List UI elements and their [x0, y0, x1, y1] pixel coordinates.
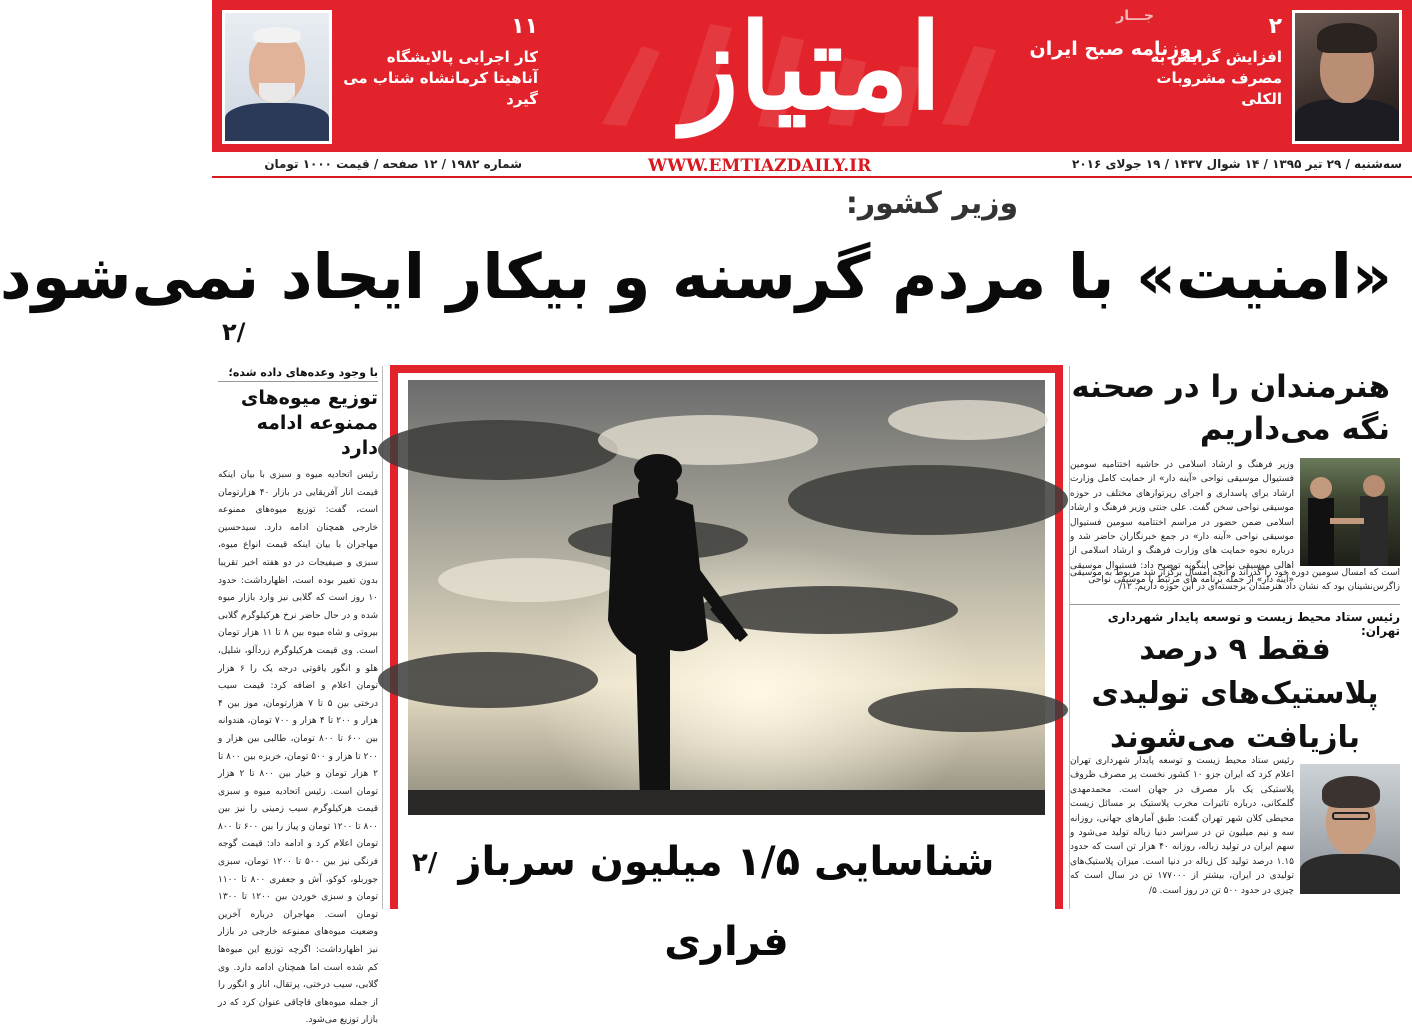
logo-watermark: جـــار	[1116, 8, 1154, 24]
logo-subtitle: روزنامه صبح ایران	[1029, 38, 1202, 60]
man-portrait-image	[1295, 13, 1399, 141]
teaser-left-page: ۱۱	[511, 14, 538, 39]
logo[interactable]	[582, 0, 1042, 152]
left-article-title[interactable]: توزیع میوه‌های ممنوعه ادامه دارد	[240, 387, 378, 459]
teaser-right-text: افزایش گرایش به مصرف مشروبات الکلی	[1150, 48, 1282, 108]
logo-wordmark: امتیاز	[681, 0, 943, 136]
right-article-2-kicker: رئیس ستاد محیط زیست و توسعه پایدار شهرداری تهران:	[1107, 610, 1400, 638]
teaser-left-text: کار اجرایی پالایشگاه آناهیتا کرمانشاه شتاب می گیرد	[343, 48, 538, 108]
headline-kicker	[212, 186, 1412, 221]
right-column-divider	[1070, 604, 1400, 605]
left-article-body: رئیس اتحادیه میوه و سبزی با بیان اینکه قیمت انار آفریقایی در بازار ۴۰ هزارتومان است، گفت: توزیع میوه‌های ممنوعه خارجی همچنان ادامه دارد. سیدحسین مهاجران با بیان اینکه قیمت انواع میوه، سبزی و صیفیجات در دو هفته اخیر تقریبا بدون تغییر بوده است، اظهارداشت: حدود ۱۰ روز است که گلابی نیز وارد بازار میوه شده و در حال حاضر نرخ هرکیلوگرم گلابی بیروتی و شاه میوه بین ۸ تا ۱۱ هزار تومان است. وی قیمت هرکیلوگرم زردآلو، شلیل، هلو و انگور یاقوتی درجه یک را ۶ هزار تومان اعلام و اضافه کرد: قیمت سیب درختی بین ۵ تا ۷ هزارتومان، موز بین ۴ هزار و ۲۰۰ تا ۴ هزار و ۷۰۰ تومان، هندوانه بین ۶۰۰ تا ۸۰۰ تومان، طالبی بین هزار و ۲۰۰ تا هزار و ۵۰۰ تومان، خربزه بین ۸۰۰ تا ۲ هزار تومان و خیار بین ۸۰۰ تا ۲ هزار تومان است. رئیس اتحادیه میوه و سبزی قیمت هرکیلوگرم سیب زمینی را نیز بین ۸۰۰ تا ۱۲۰۰ تومان و پیاز را بین ۶۰۰ تا ۸۰۰ تومان اعلام کرد و ادامه داد: قیمت گوجه فرنگی نیز بین ۵۰۰ تا ۱۲۰۰ تومان، سبزی جوربلو، کوکو، آش و جعفری ۸۰۰ تا ۱۱۰۰ تومان و سبزی خوردن بین ۱۲۰۰ تا ۱۳۰۰ تومان است. مهاجران درباره آخرین وضعیت میوه‌های ممنوعه خارجی در بازار نیز اظهارداشت: اگرچه توزیع این میوه‌ها کم شده است اما همچنان ادامه دارد. وی گلابی، سیب درختی، پرتقال، انار و انگور را از جمله میوه‌های قاچاقی عنوان کرد که در بازار توزیع می‌شود.	[218, 470, 379, 1026]
caption-page-ref[interactable]: ۲/	[412, 848, 438, 878]
main-headline[interactable]: «امنیت» با مردم گرسنه و بیکار ایجاد نمی‌شود	[0, 240, 1392, 313]
headline-page-ref[interactable]: ۲/	[222, 318, 246, 346]
soldier-silhouette-photo[interactable]	[408, 380, 1045, 815]
dateline: سه‌شنبه / ۲۹ تیر ۱۳۹۵ / ۱۴ شوال ۱۴۳۷ / ۱۹ جولای ۲۰۱۶	[1072, 157, 1402, 171]
minister-portrait-image	[225, 13, 329, 141]
masthead	[212, 0, 1412, 152]
teaser-right-page: ۲	[1268, 14, 1282, 39]
headline-kicker-text: وزیر کشور:	[845, 186, 1019, 221]
official-portrait-photo[interactable]	[1300, 764, 1400, 894]
right-article-1-body-continued: است که امسال سومین دوره خود را گذراند و آنچه امسال برگزار شد مربوط به موسیقی زاگرس‌نشینان بود که نشان داد هنرمندان برجسته‌ای در این حوزه داریم. ۱۲/	[1070, 568, 1400, 593]
teaser-photo-left[interactable]	[222, 10, 332, 144]
right-column	[1070, 366, 1400, 909]
left-article	[218, 366, 379, 1026]
left-article-kicker: با وجود وعده‌های داده شده؛	[218, 366, 378, 382]
right-article-2-body: رئیس ستاد محیط زیست و توسعه پایدار شهرداری تهران اعلام کرد که ایران جزو ۱۰ کشور نخست پر مصرف ظروف پلاستیکی یک بار مصرف در جهان است. محمدمهدی گلمکانی، درباره تاثیرات مخرب پلاستیک بر مسائل زیست محیطی کلان شهر تهران گفت: طبق آمارهای جهانی، روزانه سه و نیم میلیون تن در سراسر دنیا زباله تولید می‌شود و سهم ایران در تولید زباله، روزانه ۴۰ هزار تن است که حدود ۱.۱۵ درصد تولید کل زباله در دنیا است. میزان پلاستیک‌های تولیدی در ایران، بیشتر از ۱۷۷۰۰۰ تن در سال است که چیزی در حدود ۵۰۰ تن در روز است. ۵/	[1070, 756, 1294, 896]
handshake-photo[interactable]	[1300, 458, 1400, 566]
right-article-2-title[interactable]: فقط ۹ درصد پلاستیک‌های تولیدی بازیافت می‌شوند	[1091, 632, 1379, 755]
right-article-1-body: وزیر فرهنگ و ارشاد اسلامی در حاشیه اختتامیه سومین فستیوال موسیقی نواحی «آینه دار» از حمایت کامل وزارت ارشاد برای پاسداری و اجرای رپرتوارهای مختلف در حوزه موسیقی نواحی سخن گفت. علی جنتی وزیر فرهنگ و ارشاد اسلامی ضمن حضور در مراسم اختتامیه سومین فستیوال موسیقی نواحی «آینه دار» در جمع خبرنگاران حاضر شد و درباره نحوه حمایت های وزارت فرهنگ و ارشاد اسلامی از اهالی موسیقی نواحی اینگونه توضیح داد: فستیوال موسیقی «آینه دار» از جمله برنامه های مرتبط با موسیقی نواحی	[1070, 460, 1294, 586]
teaser-left[interactable]	[338, 14, 538, 110]
photo-caption[interactable]: شناسایی ۱/۵ میلیون سرباز فراری	[458, 839, 995, 965]
teaser-right[interactable]	[1112, 14, 1282, 110]
masthead-divider	[212, 176, 1412, 178]
right-article-1-title[interactable]: هنرمندان را در صحنه نگه می‌داریم	[1071, 369, 1390, 447]
issue-info: شماره ۱۹۸۲ / ۱۲ صفحه / قیمت ۱۰۰۰ تومان	[264, 157, 522, 171]
teaser-photo-right[interactable]	[1292, 10, 1402, 144]
website-url[interactable]: WWW.EMTIAZDAILY.IR	[648, 156, 872, 176]
